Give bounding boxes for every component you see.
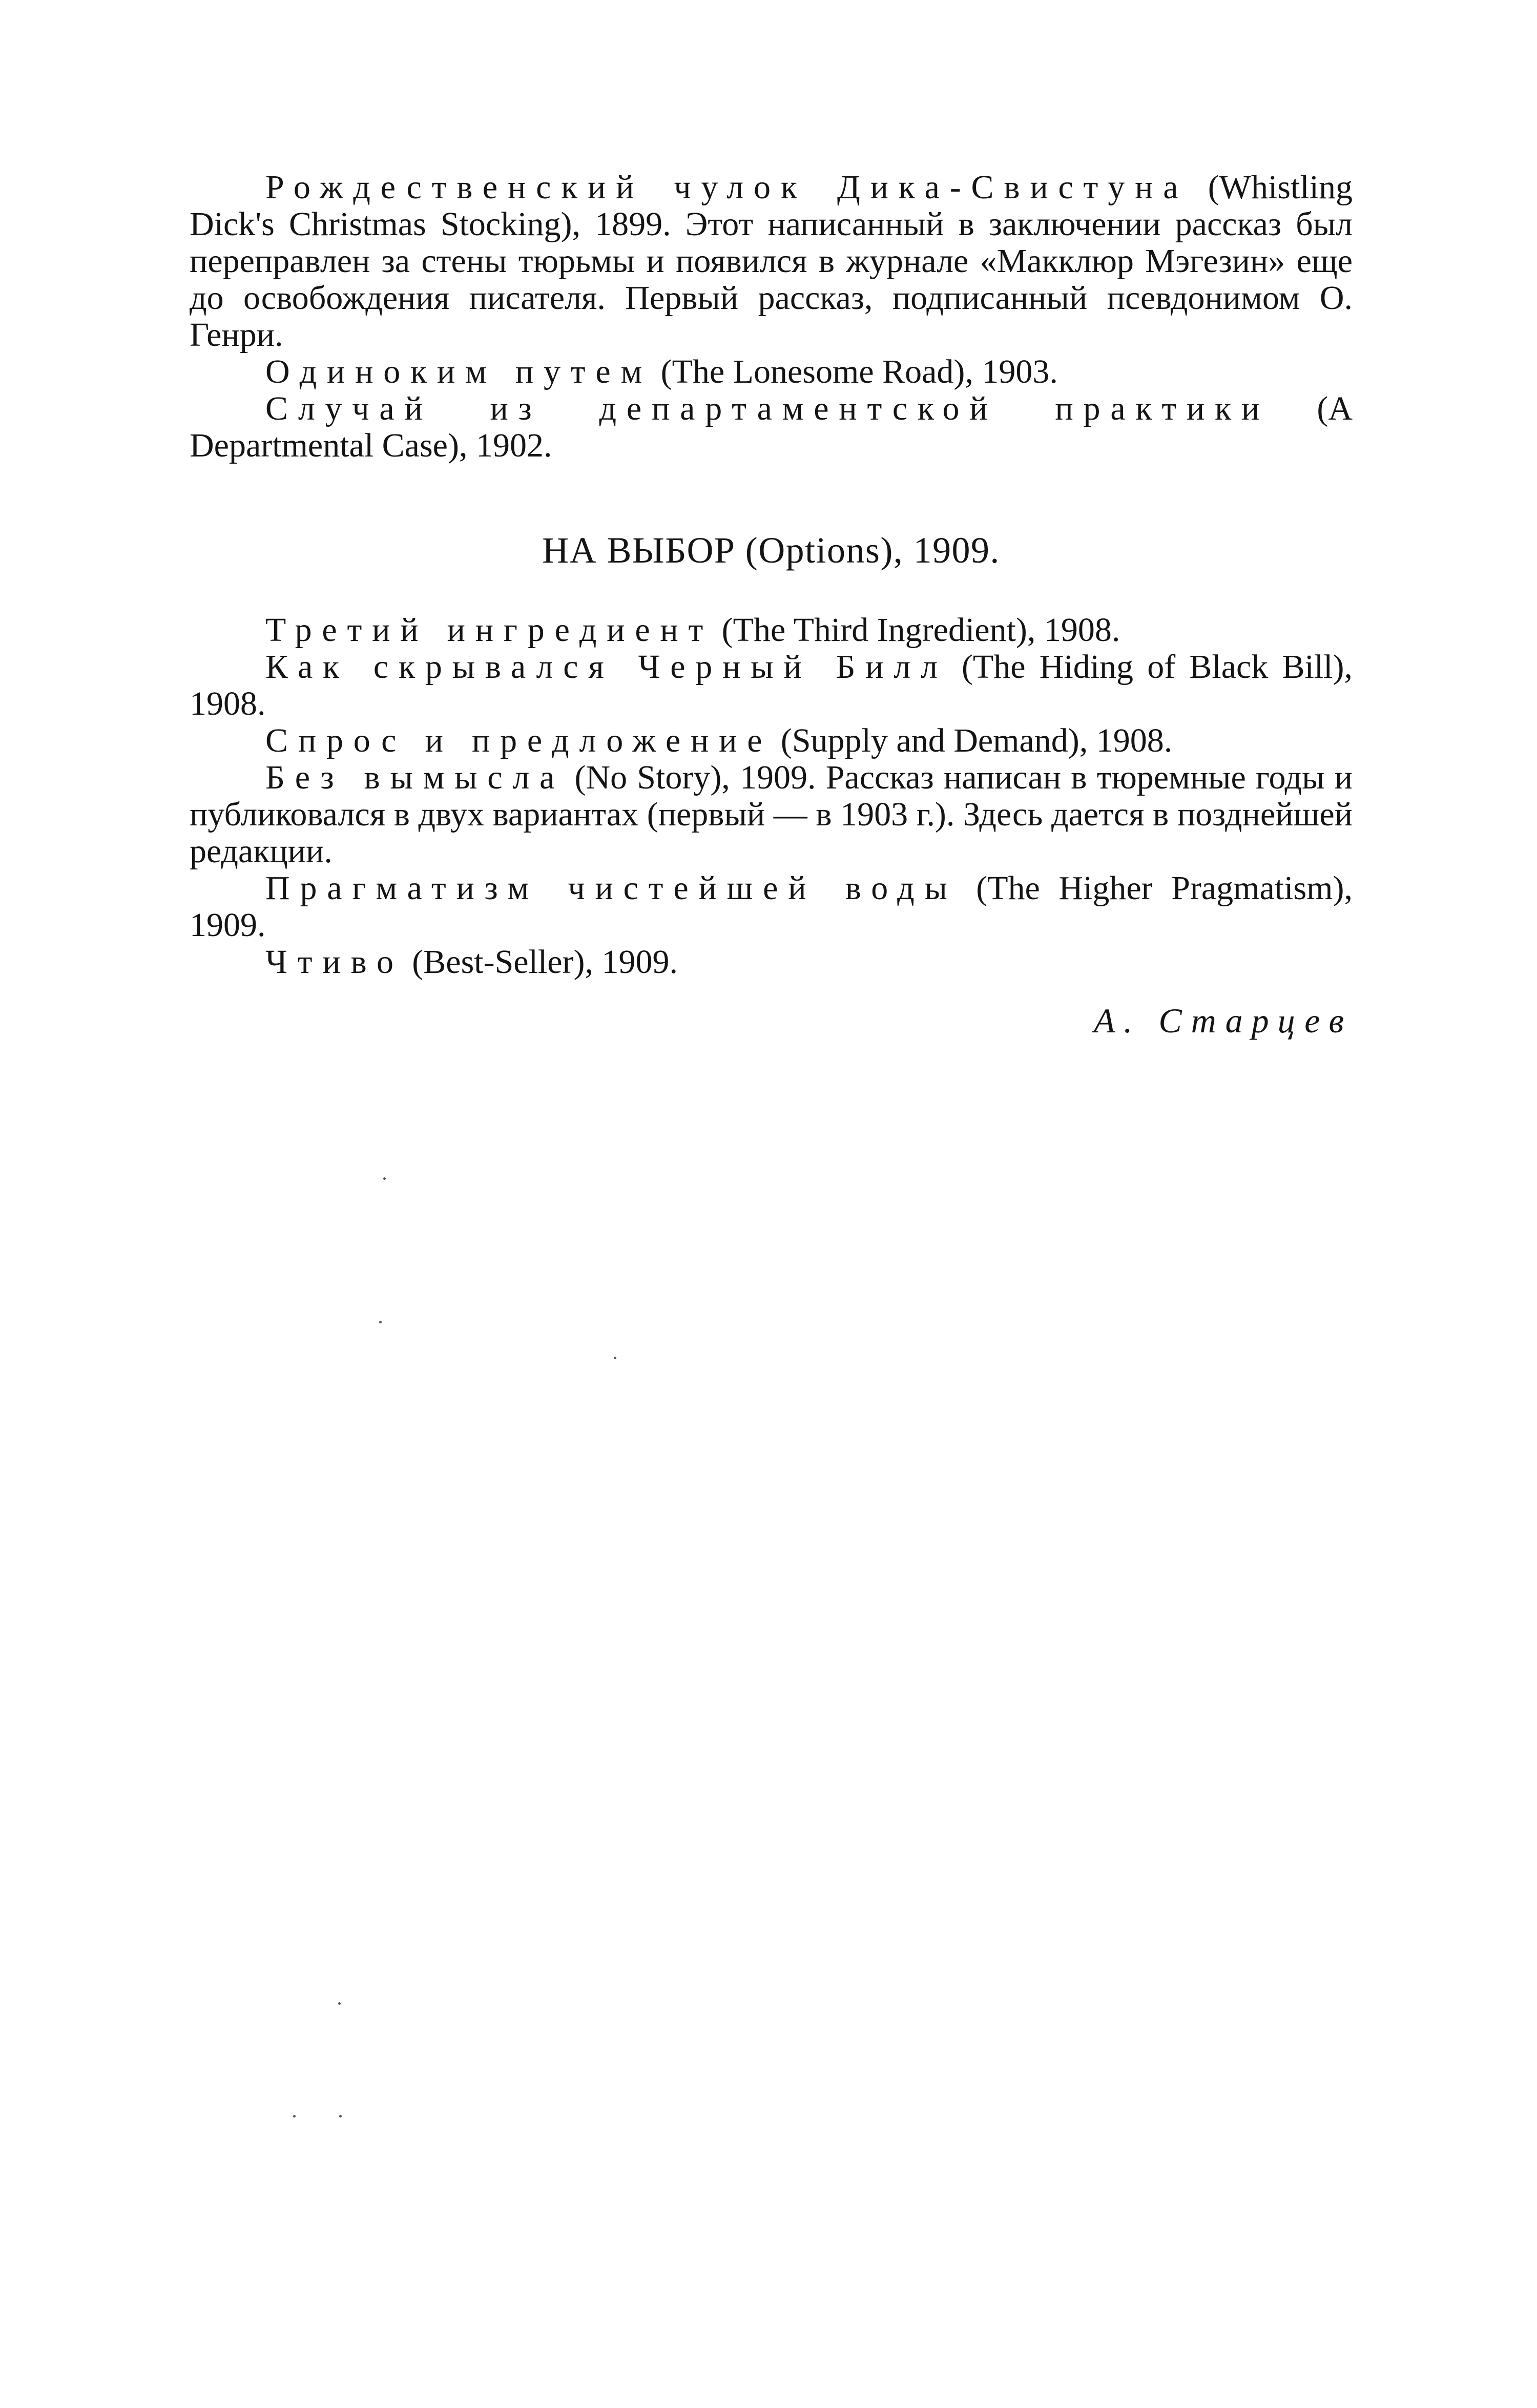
entry-black-bill xyxy=(190,649,1353,722)
entry-lonesome-road xyxy=(190,354,1353,390)
entry-details: (A Departmental Case), 1902. xyxy=(190,390,1353,464)
entry-title: Спрос и предложение xyxy=(265,722,773,759)
entry-details: (No Story), 1909. Рассказ написан в тюремные годы и публиковался в двух вариантах (первый — в 1903 г.). Здесь дается в позднейшей редакции. xyxy=(190,759,1353,870)
print-speck xyxy=(338,2002,341,2005)
print-speck xyxy=(379,1321,382,1323)
author-signature: А. Старцев xyxy=(1093,1001,1353,1040)
entry-details: (The Higher Pragmatism), 1909. xyxy=(190,869,1353,944)
entry-details: (The Lonesome Road), 1903. xyxy=(652,353,1058,390)
entry-title: Третий ингредиент xyxy=(265,611,714,649)
entry-higher-pragmatism xyxy=(190,870,1353,944)
entry-title: Прагматизм чистейшей воды xyxy=(265,869,958,907)
section-heading: НА ВЫБОР (Options), 1909. xyxy=(542,530,1000,571)
entry-details: (Best-Seller), 1909. xyxy=(403,943,678,981)
page-content xyxy=(190,169,1353,1041)
entry-details: (The Hiding of Black Bill), 1908. xyxy=(190,648,1353,722)
entry-details: (The Third Ingredient), 1908. xyxy=(713,611,1120,649)
entry-title: Без вымысла xyxy=(265,759,565,796)
entry-details: (Supply and Demand), 1908. xyxy=(772,722,1173,759)
print-speck xyxy=(339,2115,342,2118)
entry-departmental-case xyxy=(190,390,1353,464)
entry-third-ingredient xyxy=(190,612,1353,649)
entry-supply-demand xyxy=(190,722,1353,759)
entry-whistling-dick xyxy=(190,169,1353,354)
entry-no-story xyxy=(190,759,1353,870)
entry-title: Как скрывался Черный Билл xyxy=(265,648,948,686)
entry-best-seller xyxy=(190,944,1353,981)
entry-title: Чтиво xyxy=(265,943,404,981)
entry-title: Одиноким путем xyxy=(265,353,653,390)
print-speck xyxy=(293,2115,296,2118)
entry-title: Случай из департаментской практики xyxy=(265,390,1270,427)
print-speck xyxy=(383,1177,386,1180)
entry-title: Рождественский чулок Дика-Свистуна xyxy=(265,169,1189,206)
entry-details: (Whistling Dick's Christmas Stocking), 1899. Этот написанный в заключении рассказ был переправлен за стены тюрьмы и появился в журнале «Макклюр Мэгезин» еще до освобождения писателя. Первый рассказ, подписанный псевдонимом О. Генри. xyxy=(190,169,1353,354)
print-speck xyxy=(614,1357,616,1359)
